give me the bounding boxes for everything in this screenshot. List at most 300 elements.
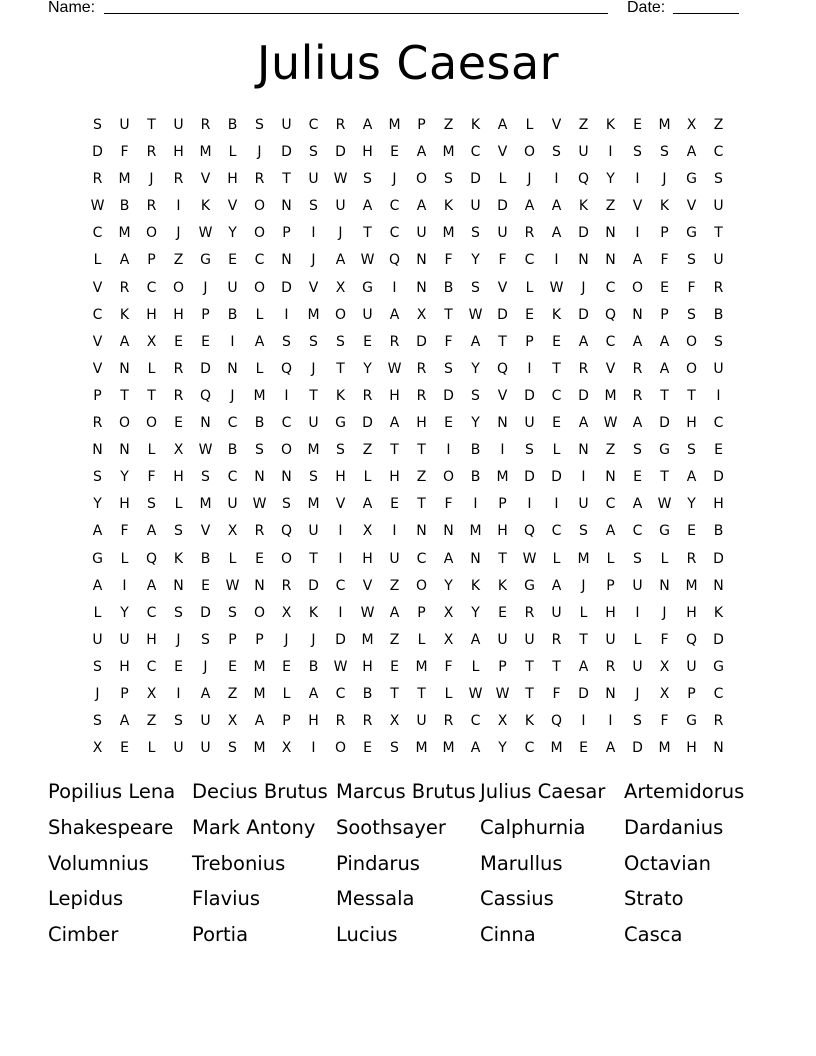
grid-letter: V	[362, 577, 373, 594]
grid-letter: H	[389, 469, 400, 486]
grid-row	[84, 629, 732, 656]
grid-letter: Z	[416, 469, 427, 486]
grid-letter: A	[497, 117, 508, 133]
grid-letter: B	[227, 442, 238, 459]
grid-letter: C	[92, 225, 103, 242]
word-list-item: Popilius Lena	[48, 780, 176, 803]
grid-letter: O	[172, 279, 185, 296]
grid-letter: H	[227, 171, 238, 188]
grid-letter: U	[119, 631, 130, 648]
grid-letter: L	[363, 469, 372, 486]
word-list-item: Calphurnia	[480, 815, 586, 839]
grid-letter: E	[390, 144, 399, 161]
grid-letter: L	[660, 550, 669, 567]
grid-row	[84, 737, 732, 764]
grid-letter: P	[606, 577, 615, 594]
grid-letter: A	[632, 252, 643, 269]
word-list-item: Cinna	[480, 923, 536, 947]
grid-letter: U	[308, 523, 319, 540]
word-list-item: Octavian	[624, 851, 711, 875]
grid-letter: N	[497, 415, 508, 432]
grid-letter: C	[335, 685, 346, 702]
grid-letter: W	[360, 604, 375, 621]
grid-row	[84, 249, 732, 276]
grid-letter: L	[147, 442, 156, 459]
grid-letter: U	[416, 713, 427, 730]
grid-letter: N	[173, 577, 184, 594]
grid-letter: I	[635, 604, 640, 621]
grid-letter: Y	[444, 577, 453, 594]
grid-letter: C	[605, 496, 616, 513]
grid-letter: S	[525, 442, 534, 459]
grid-letter: J	[581, 279, 586, 296]
grid-letter: F	[444, 496, 453, 513]
grid-letter: D	[335, 144, 346, 161]
grid-letter: N	[605, 225, 616, 242]
grid-letter: V	[200, 171, 211, 188]
grid-row	[84, 439, 732, 466]
grid-letter: Z	[578, 117, 589, 133]
grid-letter: H	[686, 604, 697, 621]
grid-letter: U	[173, 117, 184, 133]
grid-letter: H	[686, 415, 697, 432]
grid-letter: J	[95, 685, 100, 702]
grid-letter: A	[578, 658, 589, 675]
grid-letter: U	[389, 550, 400, 567]
grid-letter: D	[713, 631, 724, 648]
grid-letter: S	[660, 144, 669, 161]
grid-letter: C	[551, 523, 562, 540]
word-list-item: Marcus Brutus	[336, 780, 476, 803]
grid-letter: G	[686, 225, 697, 242]
grid-letter: L	[633, 631, 642, 648]
grid-letter: M	[307, 496, 320, 513]
grid-letter: A	[632, 496, 643, 513]
grid-letter: N	[119, 442, 130, 459]
grid-letter: M	[253, 658, 266, 675]
grid-letter: T	[282, 171, 291, 188]
grid-letter: E	[201, 577, 210, 594]
grid-letter: U	[713, 198, 724, 215]
grid-letter: O	[442, 469, 455, 486]
grid-letter: X	[173, 442, 184, 459]
grid-row	[84, 548, 732, 575]
grid-letter: C	[632, 523, 643, 540]
grid-letter: Z	[713, 117, 724, 133]
grid-letter: E	[525, 306, 534, 323]
grid-letter: R	[578, 360, 589, 377]
grid-letter: Z	[605, 198, 616, 215]
grid-letter: O	[253, 279, 266, 296]
grid-letter: Q	[496, 360, 509, 377]
grid-letter: T	[687, 387, 696, 404]
grid-letter: H	[119, 496, 130, 513]
grid-letter: I	[635, 225, 640, 242]
grid-letter: C	[308, 117, 319, 133]
grid-letter: P	[228, 631, 237, 648]
grid-letter: T	[552, 360, 561, 377]
grid-letter: V	[308, 279, 319, 296]
grid-letter: A	[686, 144, 697, 161]
grid-letter: I	[500, 442, 505, 459]
word-list	[48, 778, 778, 957]
grid-letter: I	[608, 144, 613, 161]
grid-letter: T	[417, 496, 426, 513]
grid-letter: V	[686, 198, 697, 215]
grid-letter: X	[227, 713, 238, 730]
grid-letter: R	[254, 523, 265, 540]
grid-letter: U	[362, 306, 373, 323]
grid-letter: Y	[120, 469, 129, 486]
grid-letter: W	[468, 685, 483, 702]
grid-letter: X	[335, 279, 346, 296]
grid-row	[84, 168, 732, 195]
grid-letter: B	[713, 523, 724, 540]
grid-letter: I	[284, 306, 289, 323]
grid-letter: N	[605, 685, 616, 702]
grid-letter: S	[687, 306, 696, 323]
grid-letter: A	[605, 740, 616, 757]
grid-letter: L	[525, 117, 534, 133]
grid-letter: N	[713, 577, 724, 594]
grid-letter: O	[280, 442, 293, 459]
grid-letter: R	[92, 171, 103, 188]
grid-letter: C	[713, 685, 724, 702]
grid-letter: P	[255, 631, 264, 648]
grid-row	[84, 195, 732, 222]
grid-letter: V	[335, 496, 346, 513]
grid-letter: Z	[605, 442, 616, 459]
grid-letter: V	[92, 333, 103, 350]
grid-letter: L	[93, 252, 102, 269]
grid-letter: S	[714, 333, 723, 350]
grid-letter: A	[335, 252, 346, 269]
grid-letter: Z	[389, 577, 400, 594]
grid-letter: R	[416, 360, 427, 377]
grid-letter: T	[120, 387, 129, 404]
grid-letter: A	[119, 333, 130, 350]
grid-letter: K	[713, 604, 724, 621]
grid-letter: M	[361, 631, 374, 648]
word-row	[48, 850, 778, 886]
grid-letter: F	[660, 631, 669, 648]
grid-letter: T	[714, 225, 723, 242]
grid-letter: J	[581, 577, 586, 594]
grid-letter: W	[90, 198, 105, 215]
grid-letter: J	[635, 685, 640, 702]
date-blank-line	[673, 13, 739, 14]
grid-letter: J	[662, 604, 667, 621]
grid-letter: U	[416, 225, 427, 242]
grid-letter: R	[119, 279, 130, 296]
grid-letter: A	[416, 198, 427, 215]
grid-letter: G	[92, 550, 103, 567]
grid-letter: D	[713, 550, 724, 567]
grid-letter: A	[200, 685, 211, 702]
grid-letter: P	[282, 713, 291, 730]
grid-letter: I	[446, 442, 451, 459]
grid-letter: B	[362, 685, 373, 702]
grid-letter: D	[524, 469, 535, 486]
grid-letter: S	[309, 469, 318, 486]
grid-letter: D	[200, 360, 211, 377]
grid-letter: D	[308, 577, 319, 594]
grid-letter: S	[444, 360, 453, 377]
grid-letter: R	[335, 117, 346, 133]
grid-letter: M	[550, 740, 563, 757]
grid-letter: D	[578, 387, 589, 404]
grid-letter: Q	[577, 171, 590, 188]
grid-letter: A	[551, 198, 562, 215]
grid-letter: X	[659, 658, 670, 675]
grid-letter: I	[554, 171, 559, 188]
grid-letter: Y	[471, 604, 480, 621]
grid-letter: A	[524, 198, 535, 215]
grid-letter: M	[253, 387, 266, 404]
grid-letter: M	[307, 442, 320, 459]
grid-letter: D	[416, 333, 427, 350]
grid-letter: J	[311, 631, 316, 648]
grid-letter: Z	[362, 442, 373, 459]
grid-letter: R	[713, 279, 724, 296]
grid-letter: T	[660, 387, 669, 404]
grid-letter: S	[633, 442, 642, 459]
word-list-item: Cimber	[48, 923, 119, 947]
grid-row	[84, 493, 732, 520]
grid-letter: A	[443, 550, 454, 567]
grid-letter: X	[92, 740, 103, 757]
grid-letter: Y	[120, 604, 129, 621]
grid-letter: Q	[550, 713, 563, 730]
grid-letter: P	[498, 658, 507, 675]
grid-letter: F	[147, 469, 156, 486]
grid-letter: G	[659, 442, 670, 459]
grid-letter: E	[390, 496, 399, 513]
grid-letter: L	[579, 604, 588, 621]
grid-letter: C	[227, 415, 238, 432]
grid-letter: V	[200, 523, 211, 540]
grid-letter: Y	[471, 415, 480, 432]
grid-letter: H	[335, 469, 346, 486]
grid-letter: N	[578, 442, 589, 459]
grid-letter: S	[93, 469, 102, 486]
grid-letter: H	[686, 740, 697, 757]
grid-letter: D	[578, 685, 589, 702]
word-list-item: Artemidorus	[624, 780, 745, 803]
grid-letter: X	[416, 306, 427, 323]
grid-letter: E	[174, 415, 183, 432]
grid-row	[84, 656, 732, 683]
grid-letter: M	[307, 306, 320, 323]
grid-letter: E	[552, 333, 561, 350]
grid-letter: A	[92, 523, 103, 540]
grid-letter: W	[252, 496, 267, 513]
grid-letter: J	[230, 387, 235, 404]
grid-letter: L	[606, 550, 615, 567]
grid-letter: R	[605, 658, 616, 675]
grid-letter: Z	[173, 252, 184, 269]
word-list-item: Strato	[624, 887, 684, 911]
grid-letter: I	[338, 604, 343, 621]
grid-letter: W	[198, 225, 213, 242]
grid-letter: A	[551, 577, 562, 594]
grid-letter: N	[578, 252, 589, 269]
grid-letter: F	[660, 252, 669, 269]
grid-letter: T	[498, 550, 507, 567]
grid-letter: W	[468, 306, 483, 323]
grid-letter: U	[470, 198, 481, 215]
grid-letter: N	[119, 360, 130, 377]
grid-letter: O	[280, 550, 293, 567]
grid-letter: I	[392, 279, 397, 296]
grid-letter: W	[657, 496, 672, 513]
grid-letter: O	[415, 577, 428, 594]
grid-letter: N	[281, 252, 292, 269]
grid-letter: E	[687, 523, 696, 540]
grid-letter: U	[605, 631, 616, 648]
grid-letter: N	[416, 523, 427, 540]
grid-letter: E	[633, 469, 642, 486]
grid-letter: C	[389, 225, 400, 242]
grid-letter: J	[338, 225, 343, 242]
grid-letter: Q	[604, 306, 617, 323]
word-row	[48, 885, 778, 921]
grid-letter: Y	[93, 496, 102, 513]
word-row	[48, 921, 778, 957]
grid-letter: D	[578, 225, 589, 242]
grid-letter: O	[118, 415, 131, 432]
word-list-item: Casca	[624, 923, 683, 947]
grid-letter: H	[713, 496, 724, 513]
grid-row	[84, 602, 732, 629]
grid-letter: T	[525, 658, 534, 675]
grid-letter: F	[498, 252, 507, 269]
grid-letter: E	[498, 604, 507, 621]
grid-letter: A	[119, 252, 130, 269]
grid-letter: Y	[687, 496, 696, 513]
grid-letter: U	[578, 144, 589, 161]
grid-letter: X	[281, 604, 292, 621]
grid-letter: C	[551, 387, 562, 404]
grid-letter: N	[416, 252, 427, 269]
word-list-item: Portia	[192, 923, 249, 947]
grid-letter: L	[417, 631, 426, 648]
grid-letter: J	[257, 144, 262, 161]
grid-letter: K	[497, 577, 508, 594]
grid-letter: I	[338, 550, 343, 567]
grid-letter: C	[146, 604, 157, 621]
grid-letter: M	[469, 523, 482, 540]
grid-letter: Y	[498, 740, 507, 757]
grid-letter: P	[147, 252, 156, 269]
grid-letter: P	[498, 496, 507, 513]
grid-letter: D	[443, 387, 454, 404]
grid-letter: O	[253, 198, 266, 215]
grid-letter: J	[392, 171, 397, 188]
grid-letter: E	[579, 740, 588, 757]
grid-letter: A	[632, 333, 643, 350]
grid-letter: R	[632, 360, 643, 377]
grid-letter: M	[442, 740, 455, 757]
grid-letter: X	[686, 117, 697, 133]
grid-letter: I	[122, 577, 127, 594]
grid-letter: J	[662, 171, 667, 188]
grid-letter: S	[633, 550, 642, 567]
grid-letter: S	[93, 117, 102, 133]
name-date-header	[48, 0, 748, 20]
word-list-item: Trebonius	[192, 851, 286, 875]
grid-letter: L	[255, 306, 264, 323]
date-label: Date:	[627, 0, 666, 16]
grid-letter: P	[417, 604, 426, 621]
grid-letter: S	[255, 117, 264, 133]
grid-letter: L	[228, 144, 237, 161]
grid-letter: V	[551, 117, 562, 133]
grid-letter: E	[174, 658, 183, 675]
grid-letter: S	[282, 333, 291, 350]
grid-letter: R	[524, 225, 535, 242]
grid-letter: M	[442, 225, 455, 242]
letter-grid	[84, 114, 732, 764]
grid-letter: F	[687, 279, 696, 296]
grid-letter: P	[660, 225, 669, 242]
word-list-item: Cassius	[480, 887, 554, 911]
grid-letter: I	[527, 360, 532, 377]
grid-row	[84, 222, 732, 249]
grid-letter: L	[525, 279, 534, 296]
grid-letter: O	[253, 604, 266, 621]
grid-letter: V	[92, 360, 103, 377]
grid-letter: E	[633, 117, 642, 133]
grid-letter: L	[228, 550, 237, 567]
grid-letter: D	[200, 604, 211, 621]
grid-letter: T	[660, 469, 669, 486]
grid-letter: G	[335, 415, 346, 432]
grid-letter: W	[333, 658, 348, 675]
grid-letter: R	[254, 171, 265, 188]
grid-letter: N	[713, 740, 724, 757]
grid-letter: D	[497, 198, 508, 215]
grid-letter: Q	[145, 550, 158, 567]
grid-letter: R	[524, 604, 535, 621]
grid-letter: A	[389, 415, 400, 432]
grid-letter: L	[255, 360, 264, 377]
page-title: Julius Caesar	[256, 36, 560, 90]
grid-letter: O	[685, 333, 698, 350]
grid-letter: I	[284, 387, 289, 404]
word-list-item: Dardanius	[624, 815, 724, 839]
grid-letter: W	[333, 171, 348, 188]
grid-letter: X	[389, 713, 400, 730]
grid-letter: R	[713, 713, 724, 730]
grid-letter: O	[334, 306, 347, 323]
grid-letter: T	[336, 360, 345, 377]
grid-letter: D	[524, 387, 535, 404]
grid-letter: Q	[388, 252, 401, 269]
grid-letter: I	[311, 225, 316, 242]
grid-letter: T	[363, 225, 372, 242]
grid-letter: C	[470, 713, 481, 730]
grid-letter: D	[92, 144, 103, 161]
grid-letter: R	[416, 387, 427, 404]
grid-letter: S	[228, 740, 237, 757]
grid-letter: P	[282, 225, 291, 242]
grid-letter: C	[389, 198, 400, 215]
grid-letter: X	[227, 523, 238, 540]
grid-letter: D	[713, 469, 724, 486]
grid-letter: K	[659, 198, 670, 215]
grid-letter: C	[605, 279, 616, 296]
